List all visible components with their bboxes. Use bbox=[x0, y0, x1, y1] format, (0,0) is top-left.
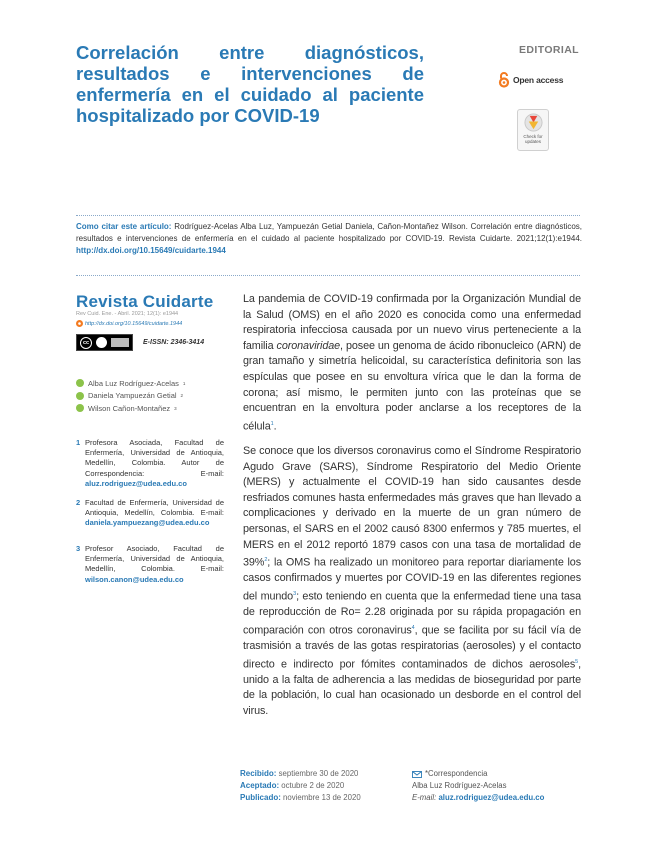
received-date bbox=[240, 768, 361, 780]
body-text: , unido a la falta de adherencia a las medidas de bioseguridad por parte de la población, lo cual han ocasionado un desborde en el control del virus. bbox=[243, 658, 581, 717]
body-text: ; la OMS ha realizado un monitoreo para reportar diariamente los casos confirmados y muertes por COVID-19 en las diferentes regiones del mundo bbox=[243, 556, 581, 603]
eissn: E-ISSN: 2346-3414 bbox=[143, 339, 205, 346]
article-dates bbox=[240, 768, 361, 804]
author-name: Wilson Cañon-Montañez bbox=[88, 403, 171, 413]
affiliation-number: 3 bbox=[76, 544, 81, 553]
citation-text: Rodríguez-Acelas Alba Luz, Yampuezán Getial Daniela, Cañon-Montañez Wilson. Correlación entre diagnósticos, resultados e intervenciones de enfermería en el cuidado al paciente hospitalizado por COVID-19. Revista Cuidarte. 2021;12(1):e1944. bbox=[76, 222, 582, 244]
affiliation-text-wrap bbox=[76, 498, 224, 529]
author-name: Alba Luz Rodríguez-Acelas bbox=[88, 378, 179, 388]
correspondence-email-row bbox=[412, 792, 544, 804]
author-sup: 1 bbox=[182, 380, 186, 386]
affiliation-email[interactable]: daniela.yampuezang@udea.edu.co bbox=[85, 518, 210, 528]
check-for-updates-button[interactable] bbox=[517, 109, 549, 151]
published-label: Publicado: bbox=[240, 793, 281, 802]
reference-marker[interactable]: 3 bbox=[293, 590, 297, 597]
affiliation-3 bbox=[76, 544, 224, 585]
body-text: Se conoce que los diversos coronavirus como el Síndrome Respiratorio Agudo Grave (SARS), Síndrome Respiratorio del Medio Oriente (MERS) y actualmente el COVID-19 han sido causantes desde resfriados comunes hasta enfermedades más graves que han llevado a complicaciones y derivado en la muerte de un gran número de personas, el SARS en el 2002 causó 8300 enfermos y 785 muertes, el MERS en el 2012 reportó 1879 casos con una tasa de mortalidad de 39% bbox=[243, 445, 581, 569]
cc-icon: cc bbox=[80, 337, 92, 349]
reference-marker[interactable]: 5 bbox=[575, 658, 579, 665]
body-italic: coronaviridae bbox=[276, 339, 341, 352]
license-row bbox=[76, 334, 204, 351]
affiliation-text-wrap bbox=[76, 544, 224, 585]
correspondence-email[interactable]: aluz.rodriguez@udea.edu.co bbox=[438, 793, 545, 802]
journal-doi-link[interactable]: http://dx.doi.org/10.15649/cuidarte.1944 bbox=[85, 320, 183, 327]
affiliation-text: Profesor Asociado, Facultad de Enfermería, Universidad de Antioquia, Medellín, Colombia. E-mail: bbox=[85, 544, 224, 574]
correspondence-block bbox=[412, 768, 544, 804]
correspondence-name: Alba Luz Rodríguez-Acelas bbox=[412, 781, 507, 790]
received-value: septiembre 30 de 2020 bbox=[276, 769, 359, 778]
open-access-icon bbox=[498, 72, 510, 88]
orcid-icon bbox=[76, 320, 83, 327]
correspondence-header bbox=[412, 768, 544, 780]
check-updates-label: Check for updates bbox=[523, 134, 543, 144]
envelope-icon bbox=[412, 771, 422, 778]
affiliation-email[interactable]: wilson.canon@udea.edu.co bbox=[85, 574, 184, 584]
author-item[interactable] bbox=[76, 390, 185, 403]
orcid-icon bbox=[76, 379, 84, 387]
author-list bbox=[76, 377, 185, 415]
check-updates-icon bbox=[524, 113, 543, 132]
body-text: ; esto teniendo en cuenta que la enfermedad tiene una tasa de reproducción de Ro= 2.28 originada por su rápida propagación en comparación con otros coronavirus bbox=[243, 590, 581, 637]
affiliation-2 bbox=[76, 498, 224, 529]
published-value: noviembre 13 de 2020 bbox=[280, 793, 361, 802]
license-bar bbox=[111, 338, 129, 347]
open-access-badge[interactable] bbox=[498, 72, 563, 88]
reference-marker[interactable]: 4 bbox=[411, 624, 415, 631]
body-paragraph-1 bbox=[243, 292, 581, 435]
author-sup: 2 bbox=[180, 393, 184, 399]
body-text: La pandemia de COVID-19 confirmada por la Organización Mundial de la Salud (OMS) en el año 2020 es conocida como una enfermedad respiratoria infecciosa causada por un nuevo virus perteneciente a la familia bbox=[243, 293, 581, 352]
published-date bbox=[240, 792, 361, 804]
author-sup: 3 bbox=[174, 405, 177, 411]
by-icon bbox=[96, 337, 107, 348]
journal-name: Revista Cuidarte bbox=[76, 292, 214, 311]
orcid-icon bbox=[76, 392, 84, 400]
citation-label: Como citar este artículo: bbox=[76, 222, 172, 231]
open-access-label: Open access bbox=[513, 75, 564, 85]
citation-rule-bottom bbox=[76, 275, 580, 276]
citation-doi-link[interactable]: http://dx.doi.org/10.15649/cuidarte.1944 bbox=[76, 246, 226, 256]
citation-block bbox=[76, 221, 582, 258]
body-text: , posee un genoma de ácido ribonucleico (ARN) de gran tamaño y simetría helicoidal, su característica definitoria son las espículas que posee en su envoltura vírica que le dan la forma de corona; así mismo, le permiten junto con las proteínas que se encuentran en la envoltura poder anclarse a los receptores de la célula bbox=[243, 339, 581, 433]
journal-doi-row bbox=[76, 320, 182, 327]
reference-marker[interactable]: 2 bbox=[264, 557, 268, 564]
article-title: Correlación entre diagnósticos, resultados e intervenciones de enfermería en el cuidado al paciente hospitalizado por COVID-19 bbox=[76, 42, 424, 126]
section-label: EDITORIAL bbox=[519, 44, 579, 56]
orcid-icon bbox=[76, 404, 84, 412]
affiliation-number: 2 bbox=[76, 498, 81, 507]
author-item[interactable] bbox=[76, 377, 185, 390]
creative-commons-badge[interactable] bbox=[76, 334, 133, 351]
correspondence-label: *Correspondencia bbox=[425, 769, 488, 778]
citation-rule-top bbox=[76, 215, 580, 216]
body-paragraph-2 bbox=[243, 444, 581, 719]
body-text: . bbox=[273, 420, 277, 433]
affiliation-text-wrap bbox=[76, 438, 224, 489]
journal-reference: Rev Cuid. Ene. - Abril. 2021; 12(1): e1944 bbox=[76, 311, 179, 317]
affiliation-text: Facultad de Enfermería, Universidad de Antioquia, Medellín, Colombia. E-mail: bbox=[85, 498, 224, 518]
body-text: , que se facilita por su fácil vía de trasmisión a través de las gotas respiratorias (aerosoles) y el contacto directo e indirecto por fómites contaminados de dichos aerosoles bbox=[243, 624, 581, 671]
accepted-label: Aceptado: bbox=[240, 781, 280, 790]
correspondence-email-label: E-mail: bbox=[412, 793, 439, 802]
accepted-value: octubre 2 de 2020 bbox=[279, 781, 345, 790]
affiliation-1 bbox=[76, 438, 224, 489]
author-name: Daniela Yampuezán Getial bbox=[88, 391, 177, 401]
affiliation-number: 1 bbox=[76, 438, 81, 447]
affiliation-text: Profesora Asociada, Facultad de Enfermería, Universidad de Antioquia, Medellín, Colombia. Autor de Correspondencia: E-mail: bbox=[85, 438, 224, 478]
accepted-date bbox=[240, 780, 361, 792]
received-label: Recibido: bbox=[240, 769, 277, 778]
author-item[interactable] bbox=[76, 402, 185, 415]
affiliation-email[interactable]: aluz.rodriguez@udea.edu.co bbox=[85, 478, 187, 488]
reference-marker[interactable]: 1 bbox=[270, 420, 274, 427]
